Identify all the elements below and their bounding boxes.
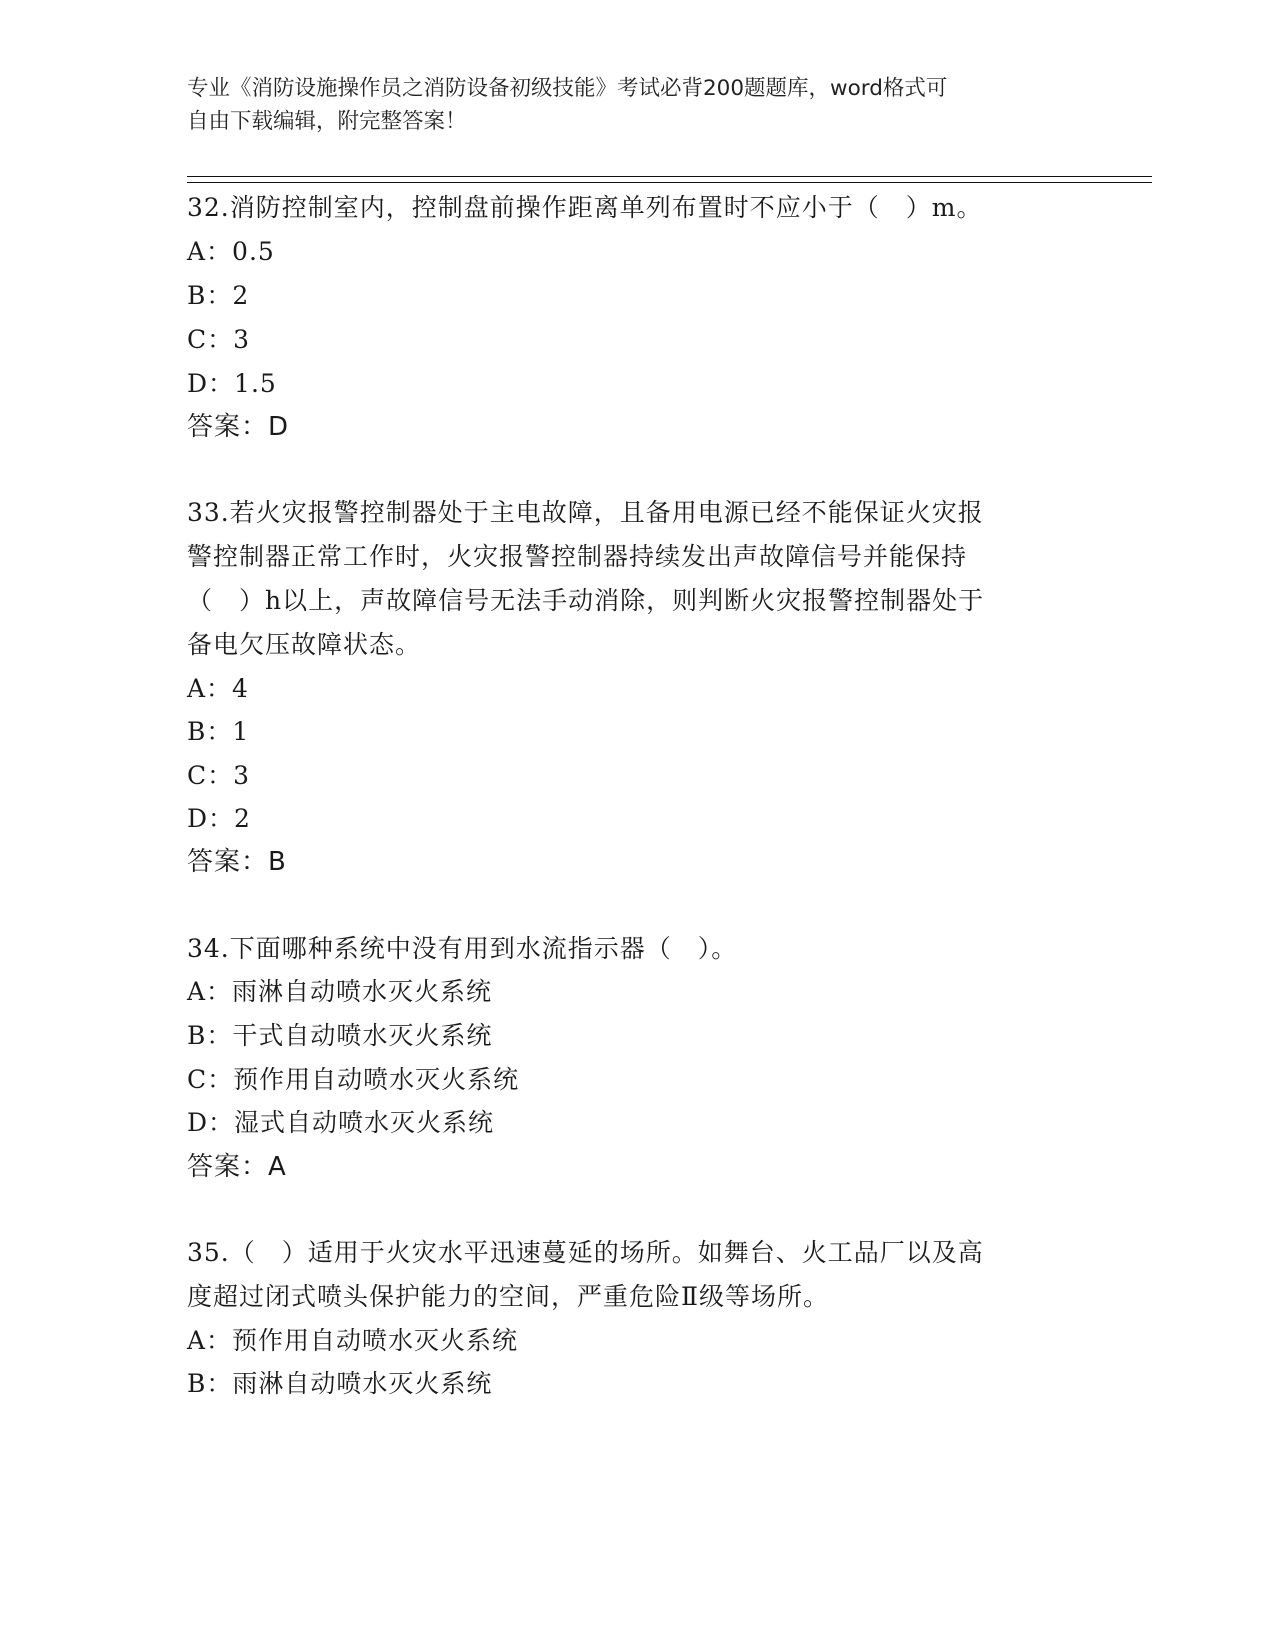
question-34-option-d: D：湿式自动喷水灭火系统: [187, 1108, 495, 1137]
question-33-answer: 答案：B: [187, 847, 287, 877]
question-33-stem-line-2: 警控制器正常工作时，火灾报警控制器持续发出声故障信号并能保持: [187, 542, 968, 571]
document-header: [187, 72, 1087, 138]
question-32-option-b: B：2: [187, 281, 250, 310]
question-33-stem-line-4: 备电欠压故障状态。: [187, 630, 422, 659]
question-35-stem-line-2: 度超过闭式喷头保护能力的空间，严重危险Ⅱ级等场所。: [187, 1282, 829, 1311]
question-32-answer: 答案：D: [187, 412, 290, 442]
question-35-option-b: B：雨淋自动喷水灭火系统: [187, 1369, 493, 1398]
question-33-option-a: A：4: [187, 674, 249, 703]
header-line-2: 自由下载编辑，附完整答案！: [187, 109, 467, 134]
question-35-option-a: A：预作用自动喷水灭火系统: [187, 1326, 519, 1355]
header-divider-bottom: [187, 182, 1152, 183]
question-33-option-d: D：2: [187, 804, 251, 833]
question-35-stem-line-1: 35.（ ）适用于火灾水平迅速蔓延的场所。如舞台、火工品厂以及高: [187, 1238, 984, 1267]
question-34-answer: 答案：A: [187, 1152, 287, 1182]
header-line-1: 专业《消防设施操作员之消防设备初级技能》考试必背200题题库，word格式可: [187, 76, 948, 101]
question-33-option-c: C：3: [187, 761, 251, 790]
question-34-stem: 34.下面哪种系统中没有用到水流指示器（ ）。: [187, 934, 738, 963]
header-divider-top: [187, 176, 1152, 177]
question-34-option-a: A：雨淋自动喷水灭火系统: [187, 977, 493, 1006]
question-34-option-b: B：干式自动喷水灭火系统: [187, 1021, 493, 1050]
question-33-option-b: B：1: [187, 717, 250, 746]
question-34-option-c: C：预作用自动喷水灭火系统: [187, 1065, 520, 1094]
question-32-option-d: D：1.5: [187, 369, 277, 398]
question-32-option-a: A：0.5: [187, 237, 275, 266]
question-33-stem-line-1: 33.若火灾报警控制器处于主电故障，且备用电源已经不能保证火灾报: [187, 498, 984, 527]
question-32-stem: 32.消防控制室内，控制盘前操作距离单列布置时不应小于（ ）m。: [187, 193, 983, 222]
question-32-option-c: C：3: [187, 325, 251, 354]
question-33-stem-line-3: （ ）h以上，声故障信号无法手动消除，则判断火灾报警控制器处于: [187, 586, 985, 615]
